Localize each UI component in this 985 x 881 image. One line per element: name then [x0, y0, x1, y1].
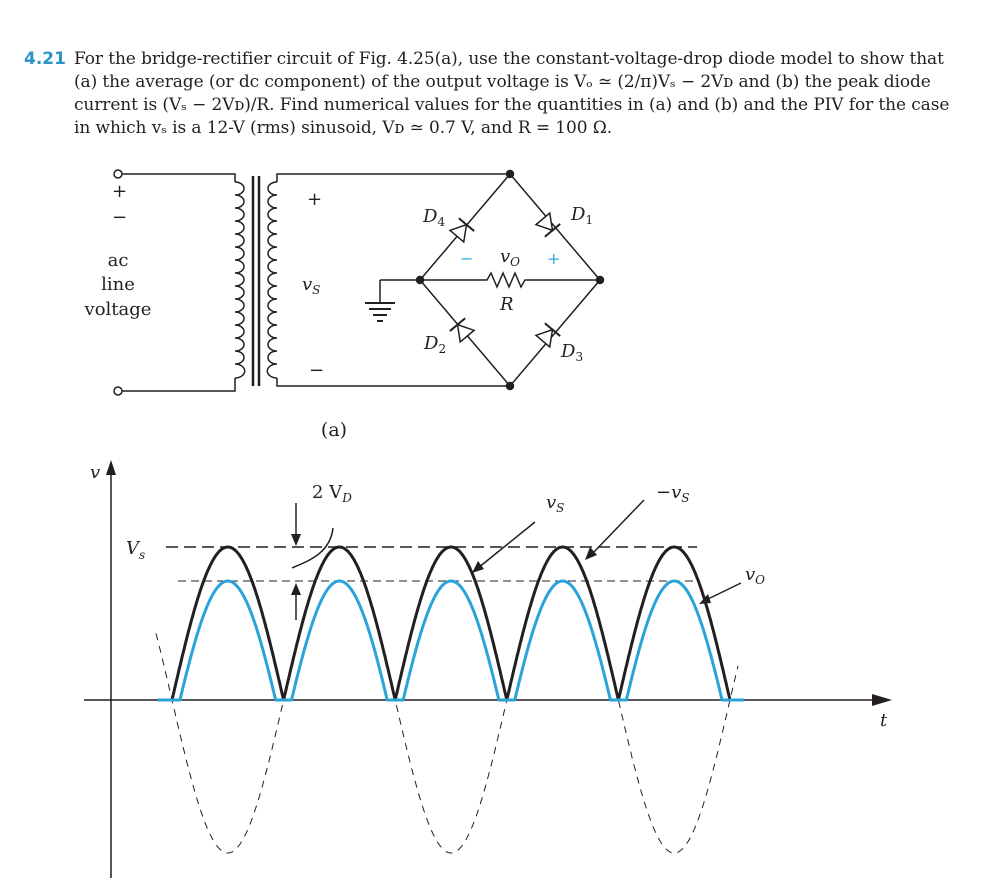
input-label-ac: ac [107, 250, 129, 271]
input-minus: − [112, 207, 128, 228]
resistor-label: R [500, 294, 514, 315]
vo-leader-arrow [699, 594, 711, 604]
problem-line-2: (a) the average (or dc component) of the output voltage is Vₒ ≃ (2/π)Vₛ − 2Vᴅ and (b) the peak diode [74, 72, 931, 92]
neg-vs-leader [592, 500, 644, 554]
diode-d3-symbol [535, 323, 560, 347]
problem-line-4: in which vₛ is a 12-V (rms) sinusoid, Vᴅ ≃ 0.7 V, and R = 100 Ω. [74, 118, 613, 138]
node-top [507, 171, 514, 178]
vs-leader-arrow [472, 561, 484, 573]
secondary-plus: + [307, 189, 323, 210]
t-axis-arrow [872, 694, 892, 706]
d4-label: $D_4$ [423, 206, 446, 229]
vo-leader [706, 583, 741, 600]
vs-wave-label: $v_S$ [546, 492, 565, 515]
d3-label: $D_3$ [561, 341, 584, 364]
bridge-rectifier-circuit [114, 170, 604, 395]
input-label-voltage: voltage [84, 299, 152, 320]
problem-line-3: current is (Vₛ − 2Vᴅ)/R. Find numerical values for the quantities in (a) and (b) and the PIV for the case [74, 95, 950, 115]
primary-wire-top [122, 174, 235, 182]
neg-vs-leader-arrow [585, 547, 597, 560]
output-voltage-label: $v_O$ [500, 246, 521, 269]
secondary-minus: − [309, 360, 325, 381]
vs-peak-label: $V_s$ [126, 538, 146, 562]
primary-wire-bottom [122, 378, 235, 391]
neg-vs-wave-label: $-v_S$ [656, 482, 690, 505]
secondary-voltage-label: $v_S$ [302, 274, 321, 297]
diode-d1-symbol [535, 212, 560, 236]
v-axis-label: v [90, 462, 101, 483]
primary-coil [235, 182, 245, 378]
diode-d4-symbol [449, 218, 474, 242]
problem-line-1: For the bridge-rectifier circuit of Fig. 4.25(a), use the constant-voltage-drop diode model to show that [74, 49, 944, 69]
v-axis-arrow [106, 460, 116, 475]
d1-label: $D_1$ [571, 204, 594, 227]
figure-caption: (a) [320, 419, 348, 441]
vo-wave [158, 581, 744, 700]
node-bottom [507, 383, 514, 390]
problem-number: 4.21 [24, 49, 66, 69]
vo-wave-label: $v_O$ [745, 564, 766, 587]
d2-label: $D_2$ [424, 333, 447, 356]
drop-arrow-up [291, 583, 301, 595]
input-terminal-top [114, 170, 122, 178]
t-axis-label: t [880, 710, 888, 731]
secondary-wire-top [277, 174, 510, 182]
output-minus: − [460, 249, 474, 268]
vs-leader [478, 522, 535, 568]
secondary-coil [267, 182, 277, 378]
input-label-line: line [101, 274, 135, 295]
drop-arrow-down [291, 534, 301, 546]
diode-d2-symbol [450, 318, 475, 342]
input-terminal-bottom [114, 387, 122, 395]
drop-label: 2 $V_D$ [312, 482, 352, 505]
load-resistor [420, 273, 600, 287]
output-plus: + [547, 249, 561, 268]
waveform-plot [84, 460, 892, 878]
input-plus: + [112, 181, 128, 202]
